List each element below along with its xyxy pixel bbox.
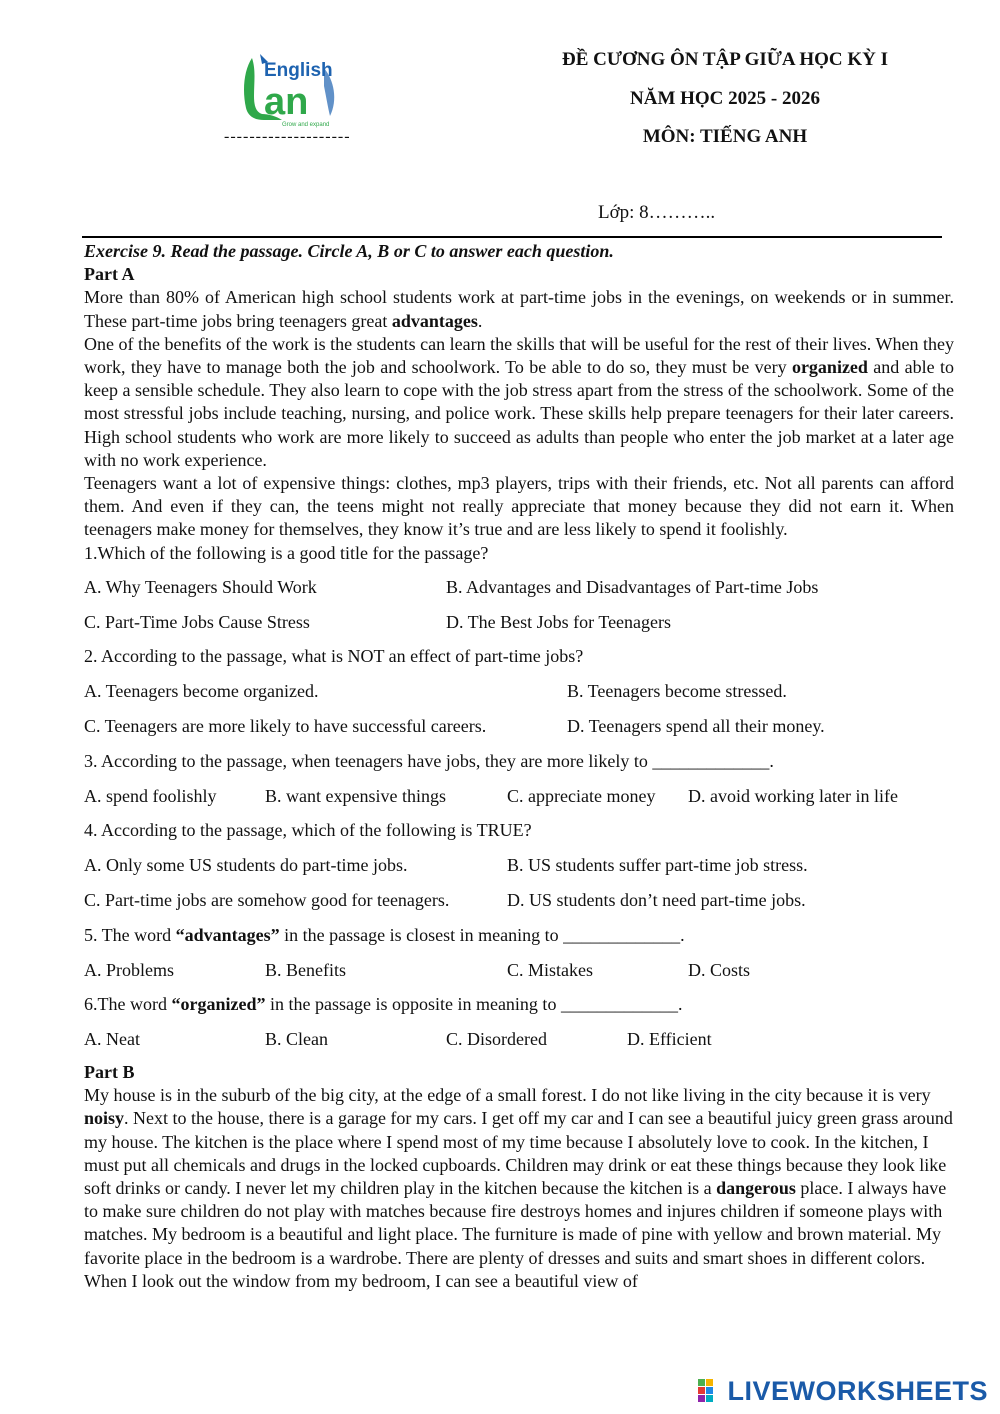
english-lan-logo <box>238 50 348 130</box>
q2-option-a[interactable]: A. Teenagers become organized. <box>84 681 319 702</box>
q6-option-d[interactable]: D. Efficient <box>627 1029 712 1050</box>
part-a-heading: Part A <box>84 264 135 285</box>
q6-option-a[interactable]: A. Neat <box>84 1029 140 1050</box>
question-2-text: 2. According to the passage, what is NOT an effect of part-time jobs? <box>84 646 584 667</box>
q4-option-d[interactable]: D. US students don’t need part-time jobs. <box>507 890 806 911</box>
class-label: Lớp: 8……….. <box>598 202 716 223</box>
question-6-text: 6.The word “organized” in the passage is opposite in meaning to _____________. <box>84 994 683 1015</box>
q6-option-c[interactable]: C. Disordered <box>446 1029 547 1050</box>
doc-title-line-2: NĂM HỌC 2025 - 2026 <box>630 88 820 109</box>
q4-option-a[interactable]: A. Only some US students do part-time jobs. <box>84 855 408 876</box>
question-1-text: 1.Which of the following is a good title for the passage? <box>84 542 489 563</box>
doc-title-line-3: MÔN: TIẾNG ANH <box>642 126 808 147</box>
logo-underline-dashes: -------------------- <box>224 128 351 145</box>
q3-option-d[interactable]: D. avoid working later in life <box>688 785 898 806</box>
liveworksheets-logo-icon <box>697 1378 723 1404</box>
svg-text:Grow and expand: Grow and expand <box>282 122 330 128</box>
q1-option-c[interactable]: C. Part-Time Jobs Cause Stress <box>84 611 310 632</box>
part-a-paragraph-1: More than 80% of American high school students work at part-time jobs in the evenings, on weekends or in summer. These part-time jobs bring teenagers great advantages. <box>84 287 954 331</box>
q5-option-a[interactable]: A. Problems <box>84 959 174 980</box>
liveworksheets-brand <box>697 1374 988 1408</box>
q1-option-d[interactable]: D. The Best Jobs for Teenagers <box>446 611 672 632</box>
logo-graphic <box>238 50 348 130</box>
q4-option-b[interactable]: B. US students suffer part-time job stress. <box>507 855 808 876</box>
question-1-options <box>84 570 954 640</box>
question-4-text: 4. According to the passage, which of the following is TRUE? <box>84 820 532 841</box>
q5-option-c[interactable]: C. Mistakes <box>507 959 594 980</box>
q5-option-b[interactable]: B. Benefits <box>265 959 346 980</box>
q2-option-d[interactable]: D. Teenagers spend all their money. <box>567 716 825 737</box>
part-a-paragraph-3: Teenagers want a lot of expensive things: clothes, mp3 players, trips with their friends, etc. Not all parents can afford them. And even if they can, the teens might not really appreciate that money because they did not earn it. When teenagers make money for themselves, they know it’s true and are less likely to spend it foolishly. <box>84 473 954 540</box>
header-divider <box>82 236 942 238</box>
q4-option-c[interactable]: C. Part-time jobs are somehow good for teenagers. <box>84 890 450 911</box>
liveworksheets-wordmark: LIVEWORKSHEETS <box>727 1375 988 1406</box>
part-b-paragraph: My house is in the suburb of the big city, at the edge of a small forest. I do not like living in the city because it is very noisy. Next to the house, there is a garage for my cars. I get off my car and I can see a beautiful juicy green grass around my house. The kitchen is the place where I spend most of my time because I absolutely love to cook. In the kitchen, I must put all chemicals and drugs in the locked cupboards. Children may drink or eat these things because they look like soft drinks or candy. I never let my children play in the kitchen because the kitchen is a dangerous place. I always have to make sure children do not play with matches because fire destroys homes and injures children if someone plays with matches. My bedroom is a beautiful and light place. The furniture is made of pine with yellow and brown material. My favorite place in the bedroom is a wardrobe. There are plenty of dresses and suits and smart shoes in different colors. When I look out the window from my bedroom, I can see a beautiful view of <box>84 1085 953 1291</box>
svg-text:English: English <box>264 60 333 81</box>
q1-option-a[interactable]: A. Why Teenagers Should Work <box>84 576 317 597</box>
q3-option-b[interactable]: B. want expensive things <box>265 785 446 806</box>
exercise-title: Exercise 9. Read the passage. Circle A, B or C to answer each question. <box>84 241 614 261</box>
q5-option-d[interactable]: D. Costs <box>688 959 751 980</box>
part-a-paragraph-2: One of the benefits of the work is the students can learn the skills that will be useful for the rest of their lives. When they work, they have to manage both the job and schoolwork. To be able to do so, they must be very organized and able to keep a sensible schedule. They also learn to cope with the job stress apart from the stress of the schoolwork. Some of the most stressful jobs include teaching, nursing, and police work. These skills help prepare teenagers for their later careers. High school students who work are more likely to succeed as adults than people who enter the job market at a later age with no work experience. <box>84 333 954 470</box>
q6-option-b[interactable]: B. Clean <box>265 1029 328 1050</box>
q2-option-b[interactable]: B. Teenagers become stressed. <box>567 681 787 702</box>
doc-title-line-1: ĐỀ CƯƠNG ÔN TẬP GIỮA HỌC KỲ I <box>561 49 888 70</box>
worksheet-content <box>84 240 954 1293</box>
q2-option-c[interactable]: C. Teenagers are more likely to have successful careers. <box>84 716 487 737</box>
q3-option-c[interactable]: C. appreciate money <box>507 785 656 806</box>
question-5-text: 5. The word “advantages” in the passage is closest in meaning to _____________. <box>84 924 685 945</box>
q3-option-a[interactable]: A. spend foolishly <box>84 785 217 806</box>
question-3-text: 3. According to the passage, when teenagers have jobs, they are more likely to _____________. <box>84 750 774 771</box>
svg-text:an: an <box>264 81 309 123</box>
q1-option-b[interactable]: B. Advantages and Disadvantages of Part-time Jobs <box>446 576 819 597</box>
part-b-heading: Part B <box>84 1062 135 1082</box>
